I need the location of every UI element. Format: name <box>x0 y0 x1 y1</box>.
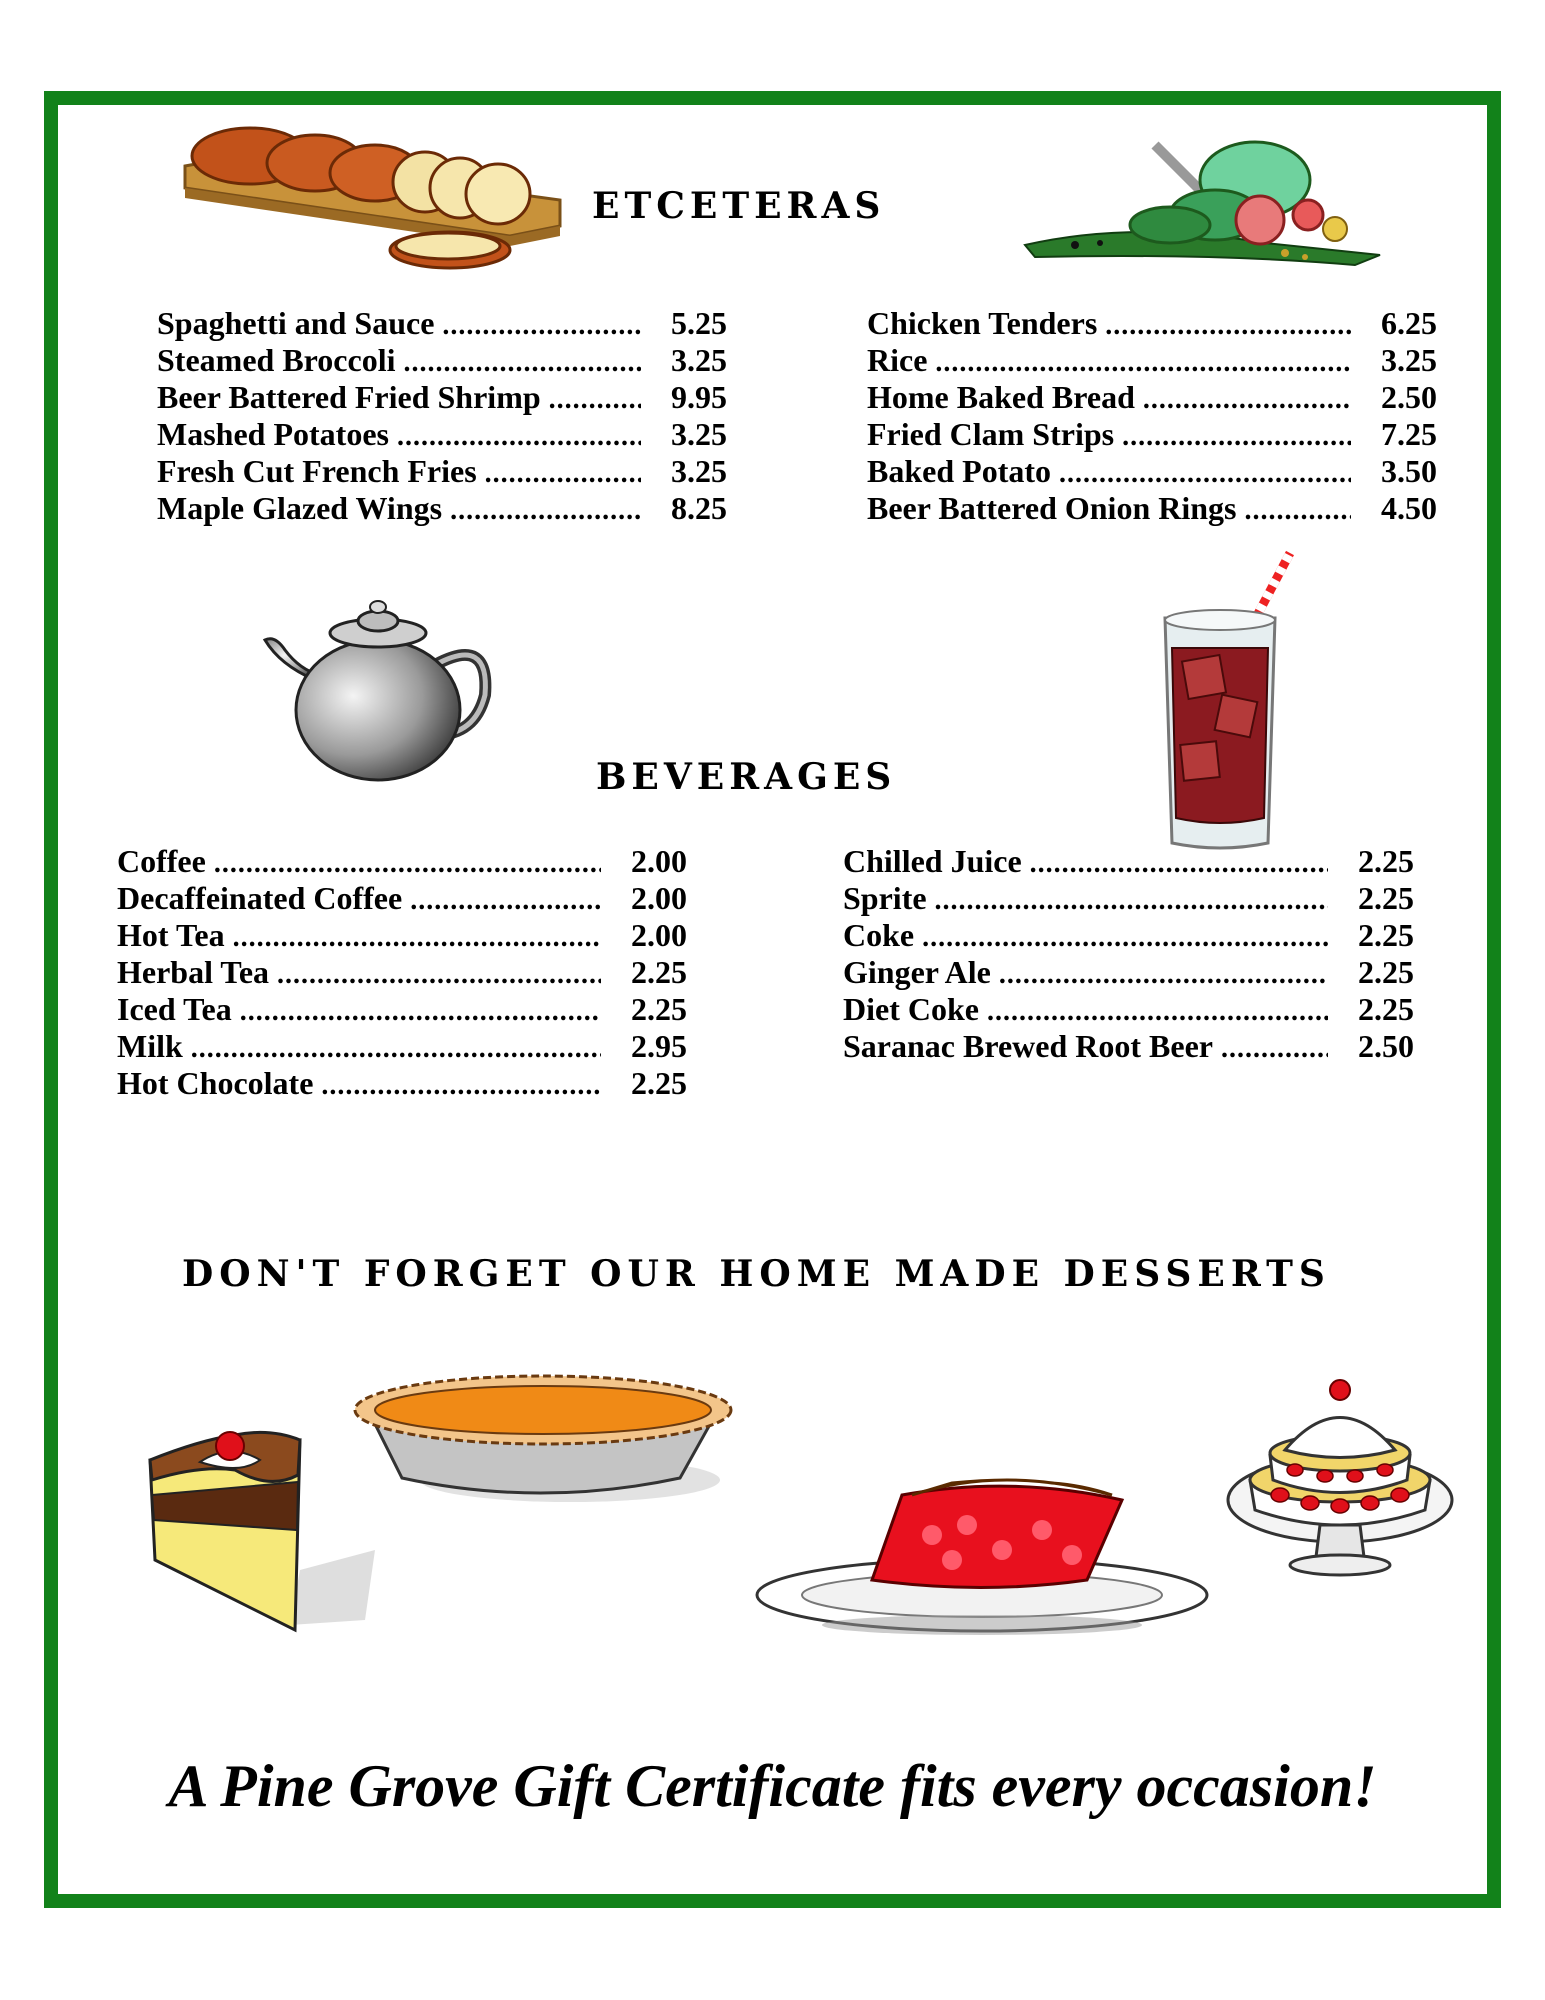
cake-slice-icon <box>140 1420 380 1635</box>
etceteras-left-list <box>157 305 727 527</box>
section-title-beverages: BEVERAGES <box>596 756 897 798</box>
list-item: Chicken Tenders ..... 6.25 <box>867 305 1437 342</box>
list-item: Hot Chocolate ..... 2.25 <box>117 1065 687 1102</box>
list-item: Fried Clam Strips ..... 7.25 <box>867 416 1437 453</box>
list-item: Herbal Tea ..... 2.25 <box>117 954 687 991</box>
teapot-icon <box>260 595 495 785</box>
strawberry-cake-icon <box>1225 1375 1455 1580</box>
list-item: Sprite ..... 2.25 <box>843 880 1414 917</box>
list-item: Fresh Cut French Fries ..... 3.25 <box>157 453 727 490</box>
bread-icon <box>180 118 565 278</box>
list-item: Baked Potato ..... 3.50 <box>867 453 1437 490</box>
list-item: Beer Battered Onion Rings ..... 4.50 <box>867 490 1437 527</box>
list-item: Rice ..... 3.25 <box>867 342 1437 379</box>
list-item: Hot Tea ..... 2.00 <box>117 917 687 954</box>
pumpkin-pie-icon <box>350 1370 740 1510</box>
list-item: Mashed Potatoes ..... 3.25 <box>157 416 727 453</box>
salad-icon <box>1015 125 1385 270</box>
list-item: Milk ..... 2.95 <box>117 1028 687 1065</box>
list-item: Beer Battered Fried Shrimp ..... 9.95 <box>157 379 727 416</box>
beverages-right-list <box>843 843 1414 1065</box>
list-item: Decaffeinated Coffee ..... 2.00 <box>117 880 687 917</box>
list-item: Maple Glazed Wings ..... 8.25 <box>157 490 727 527</box>
list-item: Saranac Brewed Root Beer ..... 2.50 <box>843 1028 1414 1065</box>
beverages-left-list <box>117 843 687 1102</box>
gift-certificate-tagline: A Pine Grove Gift Certificate fits every occasion! <box>168 1753 1377 1819</box>
cherry-pie-icon <box>752 1455 1212 1635</box>
list-item: Coffee ..... 2.00 <box>117 843 687 880</box>
iced-drink-icon <box>1160 548 1295 853</box>
list-item: Steamed Broccoli ..... 3.25 <box>157 342 727 379</box>
list-item: Ginger Ale ..... 2.25 <box>843 954 1414 991</box>
list-item: Iced Tea ..... 2.25 <box>117 991 687 1028</box>
etceteras-right-list <box>867 305 1437 527</box>
list-item: Diet Coke ..... 2.25 <box>843 991 1414 1028</box>
list-item: Home Baked Bread ..... 2.50 <box>867 379 1437 416</box>
list-item: Chilled Juice ..... 2.25 <box>843 843 1414 880</box>
list-item: Coke ..... 2.25 <box>843 917 1414 954</box>
desserts-heading: DON'T FORGET OUR HOME MADE DESSERTS <box>182 1253 1331 1295</box>
section-title-etceteras: ETCETERAS <box>592 185 886 227</box>
list-item: Spaghetti and Sauce ..... 5.25 <box>157 305 727 342</box>
